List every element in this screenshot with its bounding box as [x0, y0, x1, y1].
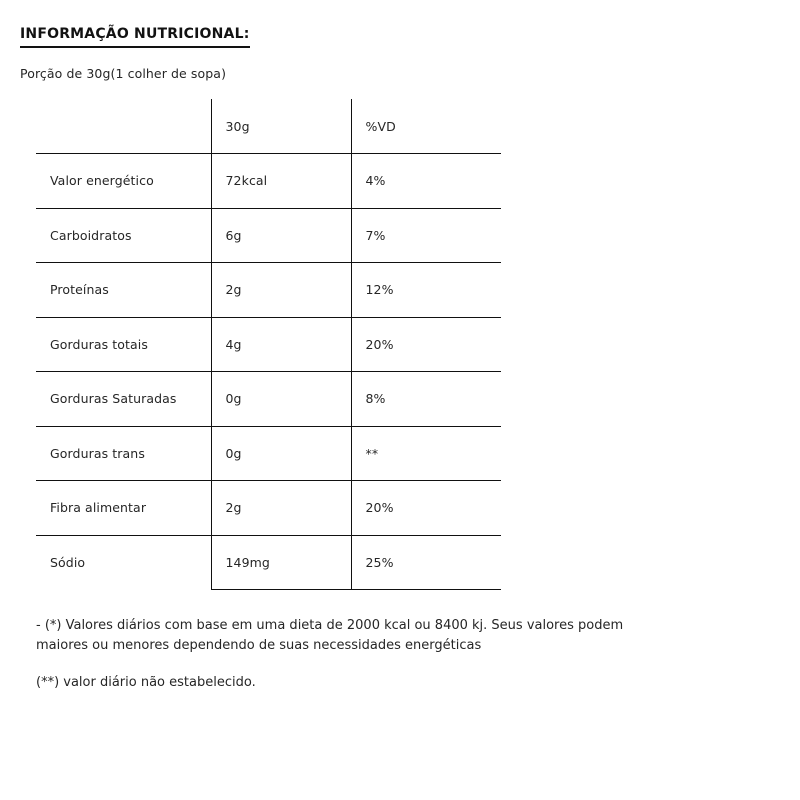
nutrient-name: Carboidratos [36, 208, 211, 263]
nutrient-amount: 72kcal [211, 154, 351, 209]
nutrient-amount: 2g [211, 481, 351, 536]
table-row [36, 208, 501, 263]
nutrient-name: Gorduras Saturadas [36, 372, 211, 427]
nutrient-dv: 20% [351, 481, 501, 536]
nutrient-dv: 25% [351, 535, 501, 590]
nutrient-dv: 20% [351, 317, 501, 372]
nutrient-amount: 0g [211, 372, 351, 427]
nutrient-amount: 0g [211, 426, 351, 481]
footnote-daily-values: - (*) Valores diários com base em uma dieta de 2000 kcal ou 8400 kj. Seus valores podem maiores ou menores dependendo de suas necessidades energéticas [36, 618, 624, 653]
page-title: INFORMAÇÃO NUTRICIONAL: [20, 26, 250, 48]
nutrient-amount: 4g [211, 317, 351, 372]
nutrient-dv: 7% [351, 208, 501, 263]
portion-size-text: Porção de 30g(1 colher de sopa) [20, 66, 227, 81]
nutrient-name: Gorduras trans [36, 426, 211, 481]
nutrient-name: Gorduras totais [36, 317, 211, 372]
table-row [36, 481, 501, 536]
footnote-not-established: (**) valor diário não estabelecido. [36, 675, 256, 690]
nutrient-amount: 2g [211, 263, 351, 318]
nutrient-name: Sódio [36, 535, 211, 590]
nutrient-dv: 8% [351, 372, 501, 427]
nutrient-amount: 149mg [211, 535, 351, 590]
nutrient-dv: 12% [351, 263, 501, 318]
nutrient-name: Valor energético [36, 154, 211, 209]
table-row [36, 535, 501, 590]
table-header-row [36, 99, 501, 154]
nutrient-name: Fibra alimentar [36, 481, 211, 536]
nutrient-amount: 6g [211, 208, 351, 263]
table-row [36, 426, 501, 481]
nutrient-name: Proteínas [36, 263, 211, 318]
table-row [36, 372, 501, 427]
footnotes [36, 616, 636, 693]
column-header-dv: %VD [351, 99, 501, 154]
column-header-nutrient [36, 99, 211, 154]
nutrient-dv: ** [351, 426, 501, 481]
table-row [36, 317, 501, 372]
column-header-amount: 30g [211, 99, 351, 154]
nutrition-table [36, 99, 501, 590]
table-row [36, 263, 501, 318]
table-row [36, 154, 501, 209]
nutrient-dv: 4% [351, 154, 501, 209]
